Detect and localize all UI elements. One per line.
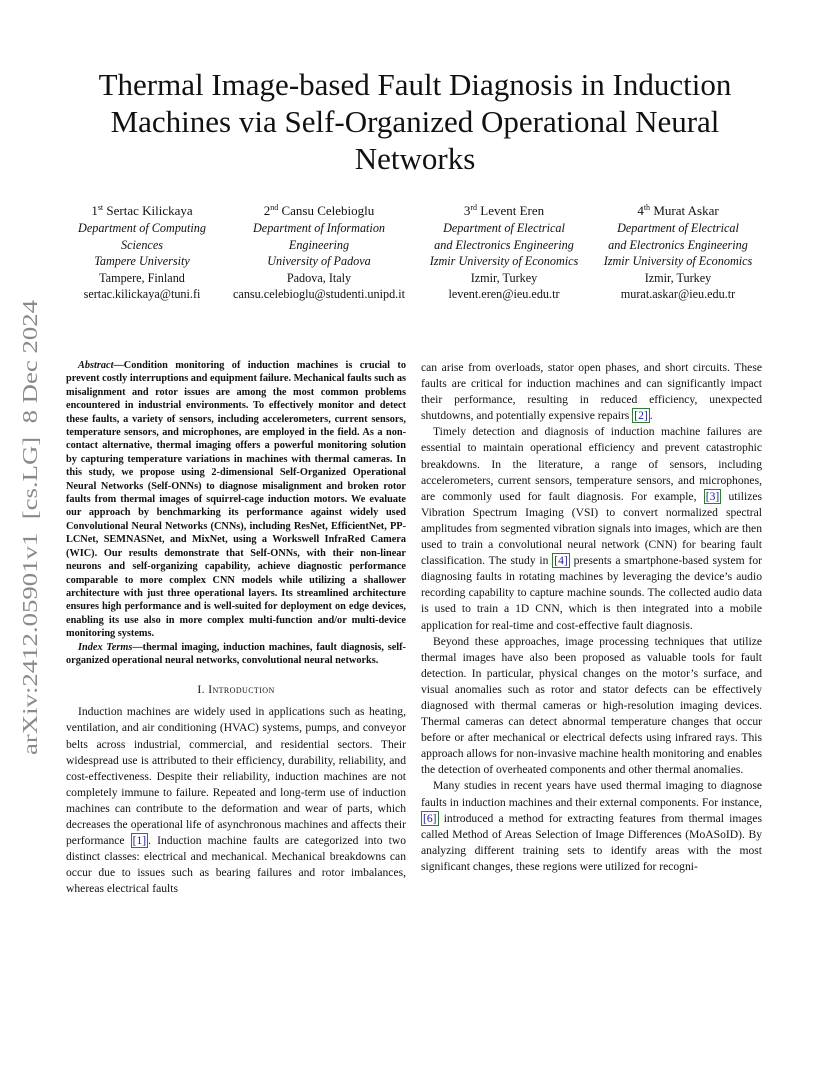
author-department: Department of Electrical xyxy=(617,221,739,235)
body-paragraph: Timely detection and diagnosis of induction machine failures are essential to maintain operational efficiency and prevent catastrophic breakdowns. In the literature, a range of sensors, including accelerometers, current sensors, temperature sensors, and microphones, are commonly used for fault diagnosis. For example, [3] utilizes Vibration Spectrum Imaging (VSI) to convert normalized spectral amplitudes from segmented vibration signals into images, which are then used to train a convolutional neural network (CNN) for bearing fault classification. The study in [4] presents a smartphone-based system for diagnosing faults in rotating machines by leveraging the device’s audio recording capability to capture machine sounds. The collected audio data is used to train a 1D CNN, which is then integrated into a mobile application for real-time and cost-effective fault diagnosis. xyxy=(421,425,762,632)
citation-link[interactable]: [1] xyxy=(132,834,147,848)
section-heading-introduction: I. Introduction xyxy=(197,683,275,697)
author-department: Engineering xyxy=(288,237,350,252)
author-name: 2nd Cansu Celebioglu xyxy=(263,203,375,218)
citation-link[interactable]: [3] xyxy=(705,489,720,503)
author-department: Department of Electrical xyxy=(443,221,565,235)
author-department: Department of Computing xyxy=(78,221,206,235)
author-department: Sciences xyxy=(121,237,163,252)
author-4 xyxy=(588,199,768,303)
citation-link[interactable]: [4] xyxy=(554,554,568,568)
citation-link[interactable]: [6] xyxy=(423,811,437,825)
author-location: Izmir, Turkey xyxy=(644,270,712,285)
body-paragraph: Induction machines are widely used in applications such as heating, ventilation, and air conditioning (HVAC) systems, pumps, and conveyor belts across industrial, commercial, and residential sectors. Their widespread use is attributed to their efficiency, durability, reliability, and cost-effectiveness. Despite their reliability, induction machines are not completely immune to failure. Repeated and long-term use of induction machines can contribute to the deformation and wear of parts, which decreases the operational life of asynchronous machines and affects their performance [1] . Induction machine faults are categorized into two distinct classes: electrical and mechanical. Mechanical breakdowns can occur due to issues such as bearing failures and rotor imbalances, whereas electrical faults xyxy=(66,705,406,896)
author-3 xyxy=(414,199,594,303)
citation-link[interactable]: [2] xyxy=(634,409,648,423)
author-department: and Electronics Engineering xyxy=(434,237,574,252)
index-terms xyxy=(66,641,406,668)
author-2 xyxy=(224,199,414,303)
author-name: 3rd Levent Eren xyxy=(463,203,545,218)
author-email[interactable]: levent.eren@ieu.edu.tr xyxy=(448,287,560,302)
body-paragraph: can arise from overloads, stator open phases, and short circuits. These faults are critical for induction machines and can significantly impact their performance, resulting in reduced efficiency, unexpected shutdowns, and potentially expensive repairs [2] . xyxy=(421,361,762,423)
author-university: Izmir University of Economics xyxy=(429,254,579,269)
body-paragraph: Many studies in recent years have used thermal imaging to diagnose faults in induction machines and their external components. For instance, [6] introduced a method for extracting features from thermal images called Method of Areas Selection of Image Differences (MoASoID). By analyzing different training sets to identify areas with the most significant changes, these regions were utilized for recogni- xyxy=(421,779,762,873)
arxiv-stamp-svg xyxy=(6,300,46,770)
author-location: Izmir, Turkey xyxy=(470,270,538,285)
right-column xyxy=(421,360,762,875)
author-university: Tampere University xyxy=(94,254,190,269)
abstract-text: —Condition monitoring of induction machines is crucial to prevent costly interruptions and equipment failure. Mechanical faults such as misalignment and rotor issues are among the most common problems encountered in industrial environments. To effectively monitor and detect these faults, a variety of sensors, including accelerometers, current sensors, temperature sensors, and microphones, are employed in the field. As a non-contact alternative, thermal imaging offers a powerful monitoring solution by capturing temperature variations in machines with thermal cameras. In this study, we propose using 2-dimensional Self-Organized Operational Neural Networks (Self-ONNs) to diagnose misalignment and broken rotor faults from thermal images of squirrel-cage induction motors. We evaluate our approach by benchmarking its performance against widely used Convolutional Neural Networks (CNNs), including ResNet, EfficientNet, PP-LCNet, SEMNASNet, and MixNet, using a Workswell InfraRed Camera (WIC). Our results demonstrate that Self-ONNs, with their non-linear neurons and self-organizing capability, achieve diagnostic performance comparable to more complex CNN models while utilizing a shallower architecture with just three operational layers. Its streamlined architecture ensures high performance and is well-suited for deployment on edge devices, enabling its use also in more complex multi-function and/or multi-device monitoring systems. xyxy=(66,360,406,640)
arxiv-identifier-text: arXiv:2412.05901v1 [cs.LG] 8 Dec 2024 xyxy=(18,391,42,755)
author-university: Izmir University of Economics xyxy=(603,254,753,269)
index-terms-text: —thermal imaging, induction machines, fault diagnosis, self-organized operational neural networks, convolutional neural networks. xyxy=(66,641,406,666)
author-department: Department of Information xyxy=(252,221,386,235)
paper-title: Thermal Image-based Fault Diagnosis in Induction Machines via Self-Organized Operational Neural Networks xyxy=(98,67,732,176)
author-email[interactable]: sertac.kilickaya@tuni.fi xyxy=(83,287,201,302)
abstract-label: Abstract xyxy=(78,360,114,371)
index-terms-label: Index Terms xyxy=(78,641,133,653)
author-location: Padova, Italy xyxy=(286,270,352,285)
author-department: and Electronics Engineering xyxy=(608,237,748,252)
author-email[interactable]: cansu.celebioglu@studenti.unipd.it xyxy=(233,287,405,302)
author-1 xyxy=(62,199,222,303)
author-email[interactable]: murat.askar@ieu.edu.tr xyxy=(620,287,736,302)
author-location: Tampere, Finland xyxy=(99,270,185,285)
author-name: 1st Sertac Kilickaya xyxy=(91,203,193,218)
author-block xyxy=(62,199,768,309)
abstract xyxy=(66,359,406,641)
body-paragraph: Beyond these approaches, image processing techniques that utilize thermal images have also been proposed as valuable tools for fault detection. In particular, physical changes on the motor’s surface, and visual anomalies such as rotor and stator defects can be effectively diagnosed with thermal cameras or high-resolution imaging devices. Thermal cameras can detect abnormal temperature changes that occur before or after mechanical or electrical defects using infrared rays. This approach allows for non-invasive machine health monitoring and enables the detection of overheated components and other thermal anomalies. xyxy=(421,634,762,777)
author-name: 4th Murat Askar xyxy=(637,203,719,218)
left-column xyxy=(66,359,406,897)
arxiv-identifier-stamp xyxy=(6,300,46,770)
author-university: University of Padova xyxy=(267,254,371,269)
